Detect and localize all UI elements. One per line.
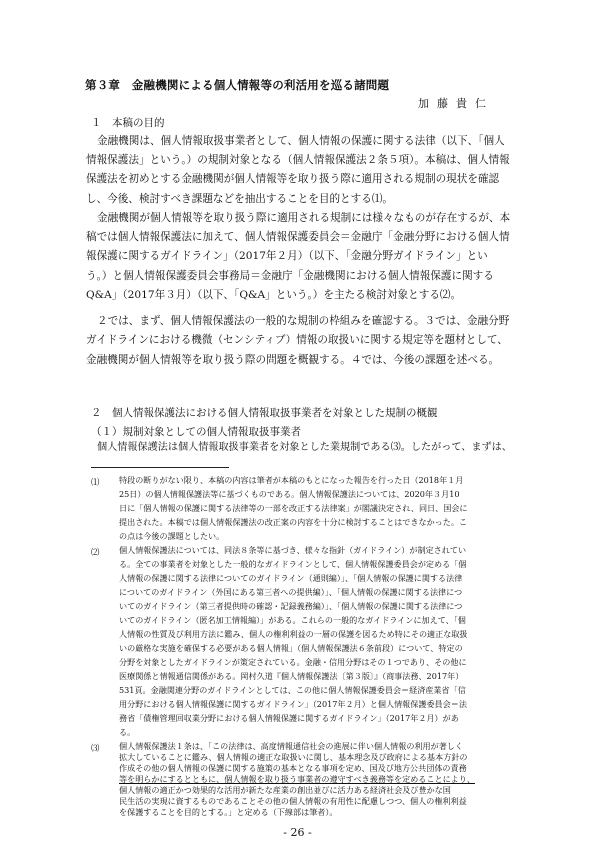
footnote-line: 個人情報保護法１条は、「この法律は、高度情報通信社会の進展に伴い個人情報の利用が著しく	[119, 741, 463, 751]
footnote-line: いの厳格な実施を確保する必要がある個人情報」（個人情報保護法６条前段）について、特定の	[119, 643, 463, 653]
paragraph-line: し、今後、検討すべき課題などを抽出することを目的とする⑴。	[86, 193, 394, 205]
footnote-line: 民生活の実現に資するものであることその他の個人情報の有用性に配慮しつつ、個人の権利利益	[119, 796, 467, 806]
section-1-heading: １ 本稿の目的	[91, 117, 165, 129]
author-name: 加藤貴仁	[418, 97, 494, 110]
footnote-line: 個人情報保護法については、同法８条等に基づき、様々な指針（ガイドライン）が制定されてい	[119, 545, 467, 555]
footnote-line: 日に「個人情報の保護に関する法律等の一部を改正する法律案」が閣議決定され、同日、国会に	[119, 503, 468, 513]
footnote-line: 人情報の性質及び利用方法に鑑み、個人の権利利益の一層の保護を図るため特にその適正な取扱	[119, 629, 468, 639]
paragraph-line: 稿では個人情報保護法に加えて、個人情報保護委員会＝金融庁「金融分野における個人情	[86, 231, 510, 243]
paragraph-line: う。）と個人情報保護委員会事務局＝金融庁「金融機関における個人情報保護に関する	[86, 270, 494, 282]
footnote-line: を保護することを目的とする。」と定める（下線部は筆者）。	[119, 807, 338, 817]
footnote-line: 提出された。本稿では個人情報保護法の改正案の内容を十分に検討することはできなかった。こ	[119, 517, 468, 527]
paragraph-line: 保護法を初めとする金融機関が個人情報等を取り扱う際に適用される規制の現状を確認	[86, 173, 500, 185]
footnote-line: 務省「債権管理回収業分野における個人情報保護に関するガイドライン」（2017年２月）があ	[119, 713, 459, 723]
footnote-number: ⑶	[91, 743, 100, 753]
footnote-line: る。	[119, 727, 136, 737]
footnote-line: 人情報の保護に関する法律についてのガイドライン（通則編）」、「個人情報の保護に関する法律	[119, 573, 463, 583]
footnote-line: 特段の断りがない限り、本稿の内容は筆者が本稿のもとになった報告を行った日（2018年１月	[119, 475, 464, 485]
paragraph-line: 金融機関が個人情報等を取り扱う際に適用される規制には様々なものが存在するが、本	[97, 212, 511, 224]
footnote-number: ⑵	[91, 547, 100, 557]
footnote-line-underlined: 等を明らかにするとともに、個人情報を取り扱う事業者の遵守すべき義務等を定めることにより、	[119, 774, 475, 784]
footnote-line: いてのガイドライン（匿名加工情報編）」がある。これらの一般的なガイドラインに加えて、「個	[119, 615, 466, 625]
footnote-line: 個人情報の適正かつ効果的な活用が新たな産業の創出並びに活力ある経済社会及び豊かな国	[119, 785, 451, 795]
chapter-title: 第３章 金融機関による個人情報等の利活用を巡る諸問題	[85, 78, 390, 92]
footnote-line: 拡大していることに鑑み、個人情報の適正な取扱いに関し、基本理念及び政府による基本方針の	[119, 752, 468, 762]
paragraph-line: 報保護に関するガイドライン」（2017年２月）（以下、「金融分野ガイドライン」とい	[86, 250, 488, 262]
footnote-line: いてのガイドライン（第三者提供時の確認・記録義務編）」、「個人情報の保護に関する法律につ	[119, 601, 463, 611]
footnote-line: 25日）の個人情報保護法等に基づくものである。個人情報保護法については、2020年３月10	[119, 489, 460, 499]
footnote-number: ⑴	[91, 477, 100, 487]
footnote-line: の点は今後の課題としたい。	[119, 531, 225, 541]
paragraph-line: 金融機関は、個人情報取扱事業者として、個人情報の保護に関する法律（以下、「個人	[97, 135, 505, 147]
footnote-line: る。全ての事業者を対象とした一般的なガイドラインとして、個人情報保護委員会が定める「個	[119, 559, 467, 569]
paragraph-line: ガイドラインにおける機微（センシティブ）情報の取扱いに関する規定等を題材として、	[86, 334, 508, 346]
footnote-line: 医療関係と情報通信関係がある。岡村久道『個人情報保護法〔第３版〕』（商事法務、2017年）	[119, 671, 464, 681]
footnote-line: 分野を対象としたガイドラインが策定されている。金融・信用分野はその１つであり、その他に	[119, 657, 467, 667]
paragraph-line: 個人情報保護法は個人情報取扱事業者を対象とした業規制である⑶。したがって、まずは、	[97, 442, 512, 453]
footnote-line: についてのガイドライン（外国にある第三者への提供編）」、「個人情報の保護に関する法律につ	[119, 587, 463, 597]
footnote-line: 作成その他の個人情報の保護に関する施策の基本となる事項を定め、国及び地方公共団体の責務	[119, 763, 467, 773]
section-2-heading: ２ 個人情報保護法における個人情報取扱事業者を対象とした規制の概観	[91, 407, 438, 419]
paragraph-line: Q&A」（2017年３月）（以下、「Q&A」という。）を主たる検討対象とする⑵。	[86, 289, 462, 301]
paragraph-line: 金融機関が個人情報等を取り扱う際の問題を概観する。４では、今後の課題を述べる。	[86, 354, 500, 366]
footnote-line: 531頁。金融関連分野のガイドラインとしては、この他に個人情報保護委員会＝経済産業省「信	[119, 685, 466, 695]
paragraph-line: ２では、まず、個人情報保護法の一般的な規制の枠組みを確認する。３では、金融分野	[97, 315, 510, 327]
paragraph-line: 情報保護法」という。）の規制対象となる（個人情報保護法２条５項）。本稿は、個人情報	[86, 154, 510, 166]
page-number: - 26 -	[283, 826, 312, 839]
footnote-separator	[91, 467, 229, 468]
subsection-heading: （１）規制対象としての個人情報取扱事業者	[91, 426, 301, 438]
footnote-line: 用分野における個人情報保護に関するガイドライン」（2017年２月）と個人情報保護委員会＝法	[119, 699, 467, 709]
